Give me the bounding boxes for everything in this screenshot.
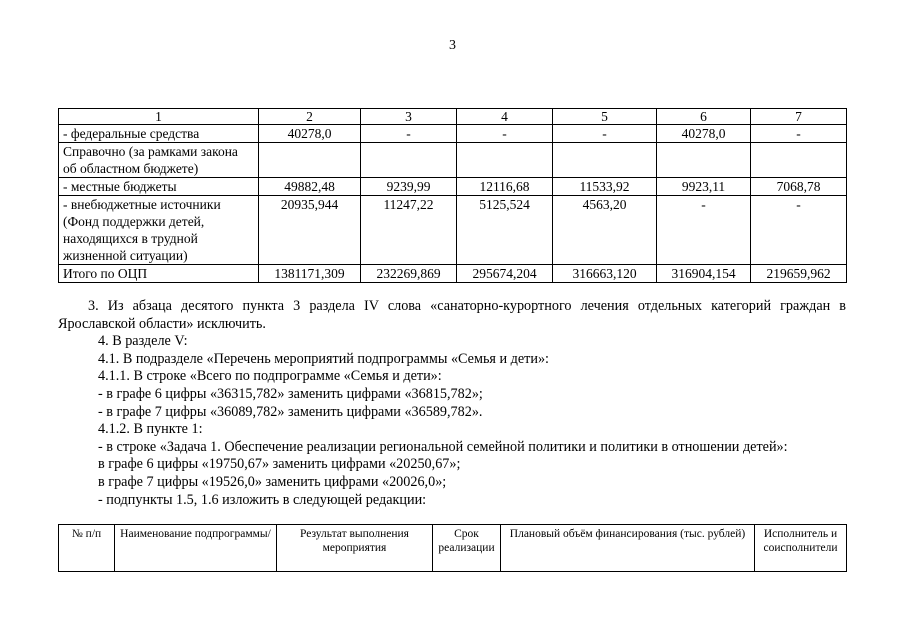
table-cell: - xyxy=(751,125,847,143)
paragraph: - в графе 7 цифры «36089,782» заменить цифрами «36589,782». xyxy=(98,403,483,420)
table-row xyxy=(59,125,847,143)
paragraph: 3. Из абзаца десятого пункта 3 раздела IV слова «санаторно-курортного лечения отдельных категорий граждан в Ярославской области» исключить. xyxy=(58,298,846,332)
table-row xyxy=(59,196,847,265)
table-cell: 295674,204 xyxy=(457,265,553,283)
table-cell: - xyxy=(657,196,751,265)
column-header: 6 xyxy=(657,109,751,125)
row-label: Итого по ОЦП xyxy=(59,265,259,283)
column-header: Срок реализации xyxy=(433,525,501,572)
page-number: 3 xyxy=(449,38,456,53)
paragraph: 4.1.1. В строке «Всего по подпрограмме «Семья и дети»: xyxy=(98,368,442,385)
table-row-total xyxy=(59,265,847,283)
column-header: Результат выполнения мероприятия xyxy=(277,525,433,572)
table-cell: 49882,48 xyxy=(259,178,361,196)
table-cell xyxy=(553,143,657,178)
column-header: 5 xyxy=(553,109,657,125)
paragraph: в графе 7 цифры «19526,0» заменить цифрами «20026,0»; xyxy=(98,473,447,490)
table-cell: 232269,869 xyxy=(361,265,457,283)
table-header-row xyxy=(59,109,847,125)
table-cell xyxy=(751,143,847,178)
table-cell xyxy=(457,143,553,178)
table-cell: 5125,524 xyxy=(457,196,553,265)
table-cell: 316663,120 xyxy=(553,265,657,283)
paragraph: в графе 6 цифры «19750,67» заменить цифрами «20250,67»; xyxy=(98,456,461,473)
table-cell: 219659,962 xyxy=(751,265,847,283)
column-header: Наименование подпрограммы/ xyxy=(115,525,277,572)
paragraph: - подпункты 1.5, 1.6 изложить в следующей редакции: xyxy=(98,491,427,508)
table-cell: - xyxy=(553,125,657,143)
table-cell: 9923,11 xyxy=(657,178,751,196)
table-row xyxy=(59,178,847,196)
paragraph: 4.1. В подразделе «Перечень мероприятий подпрограммы «Семья и дети»: xyxy=(98,350,549,367)
table-row xyxy=(59,143,847,178)
table-cell: - xyxy=(751,196,847,265)
row-label: - федеральные средства xyxy=(59,125,259,143)
row-label: - местные бюджеты xyxy=(59,178,259,196)
column-header: 3 xyxy=(361,109,457,125)
measures-table xyxy=(58,524,847,572)
column-header: 7 xyxy=(751,109,847,125)
table-cell: 20935,944 xyxy=(259,196,361,265)
column-header: 1 xyxy=(59,109,259,125)
table-cell xyxy=(657,143,751,178)
paragraph: - в строке «Задача 1. Обеспечение реализации региональной семейной политики и политики в отношении детей»: xyxy=(98,438,788,455)
column-header: 4 xyxy=(457,109,553,125)
row-label: Справочно (за рамками закона об областном бюджете) xyxy=(59,143,259,178)
body-text xyxy=(58,298,846,509)
table-cell: 316904,154 xyxy=(657,265,751,283)
paragraph: 4.1.2. В пункте 1: xyxy=(98,421,203,438)
paragraph: - в графе 6 цифры «36315,782» заменить цифрами «36815,782»; xyxy=(98,385,483,402)
column-header: Плановый объём финансирования (тыс. рублей) xyxy=(501,525,755,572)
column-header: № п/п xyxy=(59,525,115,572)
table-cell: - xyxy=(457,125,553,143)
table-cell: 11247,22 xyxy=(361,196,457,265)
column-header: Исполнитель и соисполнители xyxy=(755,525,847,572)
financing-table xyxy=(58,108,847,283)
table-cell: 9239,99 xyxy=(361,178,457,196)
table-cell: 12116,68 xyxy=(457,178,553,196)
table-cell: 4563,20 xyxy=(553,196,657,265)
table-cell: 40278,0 xyxy=(657,125,751,143)
column-header: 2 xyxy=(259,109,361,125)
table-header-row xyxy=(59,525,847,572)
table-cell xyxy=(259,143,361,178)
table-cell: 11533,92 xyxy=(553,178,657,196)
row-label: - внебюджетные источники (Фонд поддержки детей, находящихся в трудной жизненной ситуации) xyxy=(59,196,259,265)
table-cell: 40278,0 xyxy=(259,125,361,143)
table-cell: - xyxy=(361,125,457,143)
paragraph: 4. В разделе V: xyxy=(98,333,188,350)
table-cell xyxy=(361,143,457,178)
table-cell: 1381171,309 xyxy=(259,265,361,283)
table-cell: 7068,78 xyxy=(751,178,847,196)
